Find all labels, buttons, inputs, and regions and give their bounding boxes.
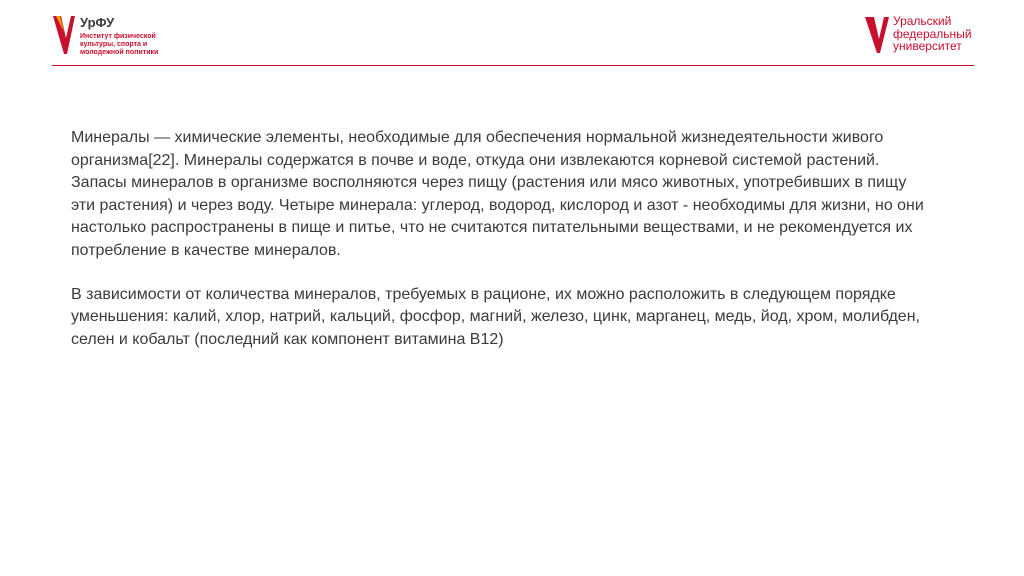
urfu-emblem-icon xyxy=(864,15,890,55)
university-name: Уральский федеральный университет xyxy=(893,14,972,53)
institute-logo xyxy=(52,14,158,57)
urfu-emblem-icon xyxy=(52,14,76,56)
institute-name: Институт физической культуры, спорта и молодежной политики xyxy=(80,33,159,56)
paragraph-minerals-definition: Минералы — химические элементы, необходимые для обеспечения нормальной жизнедеятельности живого организма[22]. Минералы содержатся в почве и воде, откуда они извлекаются корневой системой растений. Запасы минералов в организме восполняются через пищу (растения или мясо животных, употребивших в пищу эти растения) и через воду. Четыре минерала: углерод, водород, кислород и азот - необходимы для жизни, но они настолько распространены в пище и питье, что не считаются питательными веществами, и не рекомендуется их потребление в качестве минералов. xyxy=(71,129,924,259)
paragraph-minerals-order: В зависимости от количества минералов, требуемых в рационе, их можно расположить в следующем порядке уменьшения: калий, хлор, натрий, кальций, фосфор, магний, железо, цинк, марганец, медь, йод, хром, молибден, селен и кобальт (последний как компонент витамина B12) xyxy=(71,285,920,348)
header-divider xyxy=(52,65,974,66)
university-logo xyxy=(864,15,972,55)
brand-name: УрФУ xyxy=(80,15,115,30)
slide-body xyxy=(71,127,931,372)
